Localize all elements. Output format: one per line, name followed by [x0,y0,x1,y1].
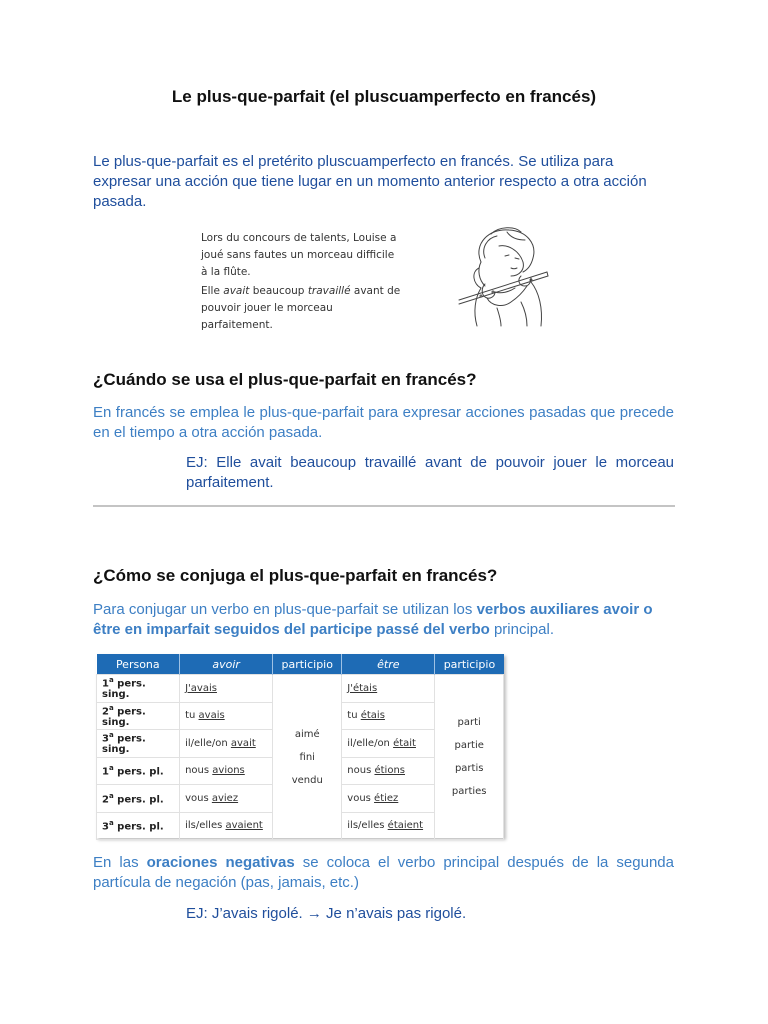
header-persona: Persona [97,654,180,675]
cell-participio-avoir [273,675,342,840]
cell-avoir: vous aviez [180,785,273,813]
cell-avoir: il/elle/on avait [180,730,273,758]
table-header-row [97,654,504,675]
cell-etre: tu étais [342,702,435,730]
header-avoir: avoir [180,654,273,675]
cell-avoir: tu avais [180,702,273,730]
cell-persona: 1$^a$ pers. pl. [97,757,180,785]
participio-avoir-item: vendu [291,774,323,786]
cell-persona: 3$^a$ pers. sing. [97,730,180,758]
section-divider [93,505,675,507]
participio-etre-item: parti [457,717,481,728]
conjugation-table [96,654,504,840]
section-paragraph-como: Para conjugar un verbo en plus-que-parfait se utilizan los verbos auxiliares avoir o être en imparfait seguidos del participe passé del verbo principal. [93,601,653,638]
cell-avoir: nous avions [180,757,273,785]
example-sentence-1: EJ: Elle avait beaucoup travaillé avant de pouvoir jouer le morceau parfaitement. [186,454,674,491]
cell-participio-etre [435,675,504,840]
participio-avoir-item: aimé [294,728,320,740]
participio-etre-item: partie [454,740,484,751]
table-row [97,675,504,703]
header-etre: être [342,654,435,675]
arrow-icon: → [306,905,322,922]
cell-persona: 2$^a$ pers. pl. [97,785,180,813]
example-line-2: Elle avait beaucoup travaillé avant de pouvoir jouer le morceau parfaitement. [201,285,401,331]
example-illustration-text [201,230,401,334]
cell-etre: J'étais [342,675,435,703]
section-paragraph-cuando: En francés se emplea le plus-que-parfait para expresar acciones pasadas que precede en el tiempo a otra acción pasada. [93,404,674,441]
cell-avoir: ils/elles avaient [180,812,273,840]
conjugation-table-image [96,654,504,838]
girl-playing-flute-drawing [451,222,571,328]
example-sentence-2: EJ: J’avais rigolé. → Je n’avais pas rigolé. [186,905,467,922]
cell-avoir: J'avais [180,675,273,703]
cell-persona: 1$^a$ pers. sing. [97,675,180,703]
participio-etre-item: partis [454,763,484,774]
cell-etre: vous étiez [342,785,435,813]
cell-etre: il/elle/on était [342,730,435,758]
example-line-1: Lors du concours de talents, Louise a joué sans fautes un morceau difficile à la flûte. [201,232,397,278]
header-participio-etre: participio [435,654,504,675]
cell-etre: ils/elles étaient [342,812,435,840]
cell-persona: 3$^a$ pers. pl. [97,812,180,840]
participio-etre-item: parties [451,786,487,797]
section-heading-cuando: ¿Cuándo se usa el plus-que-parfait en francés? [93,370,477,389]
header-participio-avoir: participio [273,654,342,675]
participio-avoir-item: fini [299,751,315,763]
intro-paragraph: Le plus-que-parfait es el pretérito pluscuamperfecto en francés. Se utiliza para expresar una acción que tiene lugar en un momento anterior respecto a otra acción pasada. [93,153,647,210]
page-title: Le plus-que-parfait (el pluscuamperfecto en francés) [171,87,597,106]
cell-etre: nous étions [342,757,435,785]
example-illustration [196,222,576,330]
section-heading-como: ¿Cómo se conjuga el plus-que-parfait en francés? [93,566,498,585]
section-paragraph-negativas: En las oraciones negativas se coloca el verbo principal después de la segunda partícula de negación (pas, jamais, etc.) [93,854,674,891]
cell-persona: 2$^a$ pers. sing. [97,702,180,730]
